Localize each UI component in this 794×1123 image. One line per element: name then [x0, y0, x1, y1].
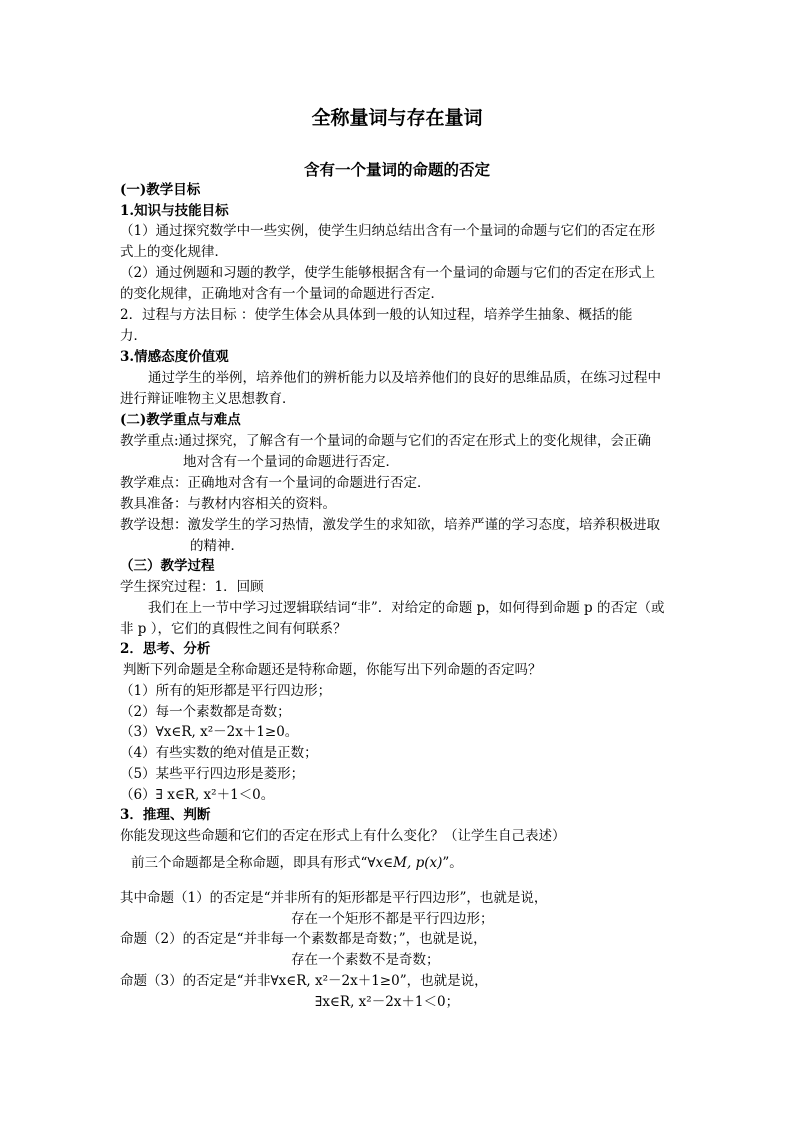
text-line: 教学难点：正确地对含有一个量词的命题进行否定．	[120, 475, 431, 491]
heading-reason-judge: 3．推理、判断	[120, 807, 211, 823]
heading-key-points: (二)教学重点与难点	[120, 412, 241, 428]
proposition-item: （6）∃ x∈R, x²＋1＜0。	[120, 787, 275, 803]
text-line: 2．过程与方法目标 ：使学生体会从具体到一般的认知过程，培养学生抽象、概括的能	[120, 307, 633, 323]
text-line: 教学设想：激发学生的学习热情，激发学生的求知欲，培养严谨的学习态度，培养积极进取	[120, 517, 660, 533]
text-line: 我们在上一节中学习过逻辑联结词“非”．对给定的命题 p，如何得到命题 p 的否定（或	[148, 600, 665, 616]
heading-teaching-objectives: (一)教学目标	[120, 182, 201, 198]
text-line: ∃x∈R, x²－2x＋1＜0；	[315, 994, 460, 1010]
text-line: 通过学生的举例，培养他们的辨析能力以及培养他们的良好的思维品质，在练习过程中	[148, 370, 661, 386]
text-fragment: 前三个命题都是全称命题，即具有形式“	[131, 855, 368, 871]
text-line: （1）通过探究数学中一些实例，使学生归纳总结出含有一个量词的命题与它们的否定在形	[120, 223, 656, 239]
heading-think-analyze: 2．思考、分析	[120, 641, 211, 657]
page-title: 全称量词与存在量词	[311, 107, 483, 129]
formula: ∀x∈M, p(x)	[367, 855, 443, 871]
text-line: 学生探究过程：1．回顾	[120, 579, 264, 595]
text-line: 命题（2）的否定是“并非每一个素数都是奇数；”，也就是说，	[120, 931, 487, 947]
text-line: 命题（3）的否定是“并非∀x∈R, x²－2x＋1≥0”，也就是说，	[120, 973, 488, 989]
heading-attitude-values: 3.情感态度价值观	[120, 349, 229, 365]
heading-knowledge-skills: 1.知识与技能目标	[120, 203, 229, 219]
text-line: 存在一个素数不是奇数；	[291, 952, 440, 968]
proposition-item: （2）每一个素数都是奇数；	[120, 704, 291, 720]
proposition-item: （5）某些平行四边形是菱形；	[120, 766, 305, 782]
text-line: 进行辩证唯物主义思想教育．	[120, 391, 296, 407]
text-line: 教学重点:通过探究，了解含有一个量词的命题与它们的否定在形式上的变化规律，会正确	[120, 433, 652, 449]
text-line: 教具准备：与教材内容相关的资料。	[120, 496, 336, 512]
text-line: 力．	[120, 328, 147, 344]
text-line: 你能发现这些命题和它们的否定在形式上有什么变化？（让学生自己表述）	[120, 828, 566, 844]
proposition-item: （4）有些实数的绝对值是正数；	[120, 745, 318, 761]
text-fragment: ”。	[442, 855, 463, 871]
text-line: 的精神．	[190, 538, 244, 554]
text-line: 其中命题（1）的否定是“并非所有的矩形都是平行四边形”，也就是说，	[120, 890, 548, 906]
text-line: 式上的变化规律．	[120, 244, 228, 260]
heading-teaching-process: （三）教学过程	[120, 558, 215, 574]
text-line: 存在一个矩形不都是平行四边形；	[291, 911, 494, 927]
section-subtitle: 含有一个量词的命题的否定	[303, 160, 490, 179]
text-line: 非 p ），它们的真假性之间有何联系？	[120, 621, 347, 637]
proposition-item: （3）∀x∈R, x²－2x＋1≥0。	[120, 724, 299, 740]
text-line: 判断下列命题是全称命题还是特称命题，你能写出下列命题的否定吗？	[123, 662, 542, 678]
proposition-item: （1）所有的矩形都是平行四边形；	[120, 683, 332, 699]
text-line: （2）通过例题和习题的教学，使学生能够根据含有一个量词的命题与它们的否定在形式上	[120, 265, 656, 281]
text-line: 的变化规律，正确地对含有一个量词的命题进行否定．	[120, 286, 444, 302]
text-line: 地对含有一个量词的命题进行否定．	[183, 454, 399, 470]
text-line-with-formula	[131, 854, 463, 873]
